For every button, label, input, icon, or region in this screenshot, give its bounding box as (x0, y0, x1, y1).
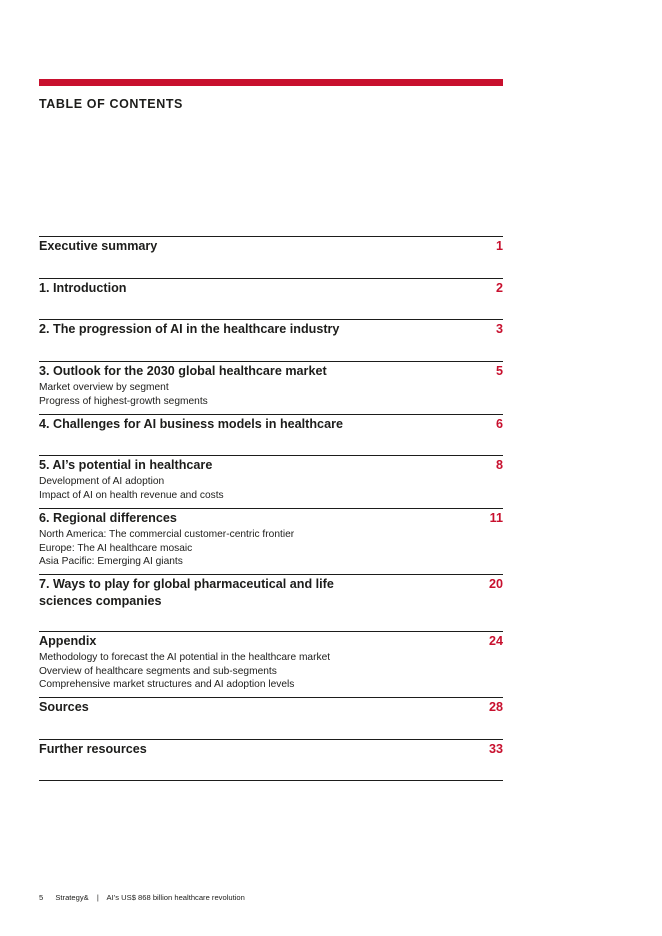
toc-entry[interactable] (39, 631, 503, 697)
toc-entry-page[interactable]: 1 (495, 239, 503, 253)
toc-subsection[interactable]: North America: The commercial customer-centric frontier (39, 529, 295, 540)
toc-subsection[interactable]: Methodology to forecast the AI potential in the healthcare market (39, 652, 331, 663)
toc-entry-page[interactable]: 6 (495, 417, 503, 431)
toc-entry-page[interactable]: 28 (488, 700, 503, 714)
toc-entry-page[interactable]: 5 (495, 364, 503, 378)
toc-entry[interactable] (39, 508, 503, 574)
toc-entry[interactable] (39, 455, 503, 508)
toc-entry-title[interactable]: 3. Outlook for the 2030 global healthcare market (39, 364, 327, 378)
toc-entry-page[interactable]: 2 (495, 281, 503, 295)
toc-entry-page[interactable]: 33 (488, 742, 503, 756)
toc-subsection-list (39, 651, 330, 692)
toc-entry-title[interactable]: 6. Regional differences (39, 511, 177, 525)
toc-entry[interactable] (39, 319, 503, 361)
footer-page-number: 5 (39, 893, 44, 902)
toc-bottom-rule (39, 780, 503, 781)
toc-entry-title[interactable]: Further resources (39, 742, 147, 756)
table-of-contents (39, 236, 503, 781)
toc-subsection[interactable]: Asia Pacific: Emerging AI giants (39, 556, 183, 567)
toc-entry[interactable] (39, 278, 503, 319)
toc-entry-title[interactable]: Sources (39, 700, 89, 714)
footer-brand: Strategy& (55, 893, 89, 902)
toc-entry[interactable] (39, 361, 503, 414)
toc-entry-title[interactable]: 7. Ways to play for global pharmaceutical and life sciences companies (39, 577, 334, 608)
toc-subsection[interactable]: Impact of AI on health revenue and costs (39, 489, 224, 501)
toc-entry-page[interactable]: 8 (495, 458, 503, 472)
footer-report-title: AI’s US$ 868 billion healthcare revolution (106, 893, 245, 902)
toc-entry-title[interactable]: 2. The progression of AI in the healthcare industry (39, 322, 340, 336)
toc-entry-title[interactable]: 4. Challenges for AI business models in healthcare (39, 417, 343, 431)
toc-entry-title[interactable]: Executive summary (39, 239, 158, 253)
toc-subsection-list (39, 475, 224, 502)
toc-subsection[interactable]: Market overview by segment (39, 382, 169, 393)
page-footer (39, 893, 255, 902)
toc-entry-title[interactable]: 1. Introduction (39, 281, 127, 295)
toc-entry-page[interactable]: 24 (488, 634, 503, 648)
accent-bar (39, 79, 503, 86)
toc-entry[interactable] (39, 574, 503, 631)
toc-entry-title[interactable]: Appendix (39, 634, 97, 648)
toc-subsection[interactable]: Europe: The AI healthcare mosaic (39, 542, 193, 554)
toc-subsection[interactable]: Progress of highest-growth segments (39, 395, 208, 407)
toc-subsection[interactable]: Overview of healthcare segments and sub-segments (39, 665, 277, 677)
footer-separator: | (96, 893, 99, 902)
toc-subsection[interactable]: Comprehensive market structures and AI adoption levels (39, 679, 295, 690)
toc-subsection-list (39, 381, 208, 408)
toc-subsection[interactable]: Development of AI adoption (39, 476, 165, 487)
toc-entry-title[interactable]: 5. AI’s potential in healthcare (39, 458, 213, 472)
toc-subsection-list (39, 528, 294, 569)
toc-entry[interactable] (39, 236, 503, 278)
toc-entry-page[interactable]: 11 (489, 511, 503, 525)
page-title: TABLE OF CONTENTS (39, 97, 183, 111)
toc-entry[interactable] (39, 414, 503, 455)
toc-entry-page[interactable]: 3 (495, 322, 503, 336)
toc-entry-page[interactable]: 20 (488, 577, 503, 591)
toc-entry[interactable] (39, 697, 503, 739)
toc-entry[interactable] (39, 739, 503, 780)
